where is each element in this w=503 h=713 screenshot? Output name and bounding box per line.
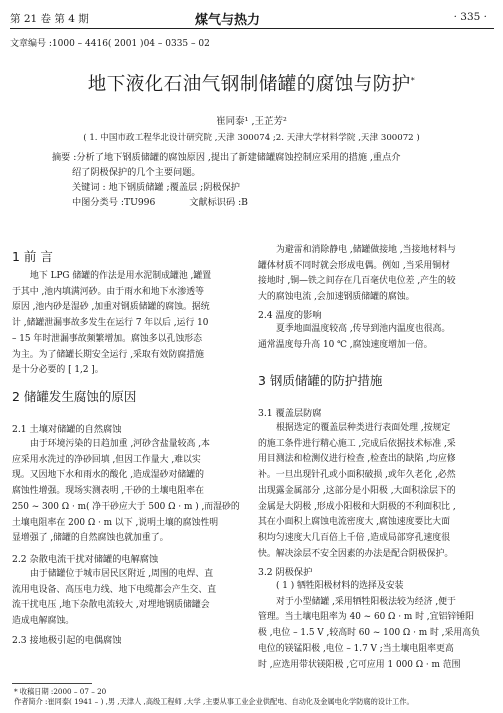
journal-name: 煤气与热力 (195, 13, 261, 28)
body-line: 时 ,应选用带状镁阳极 ,它可应用 1 000 Ω · m 范围 (258, 659, 461, 670)
body-line: 极 ,电位 – 1.5 V ,较高时 60 ~ 100 Ω · m 时 ,采用高负 (258, 628, 480, 639)
body-line: 接地时 ,铜—铁之间存在几百毫伏电位差 ,产生的较 (258, 276, 456, 287)
body-line: 于其中 ,池内填满河砂。由于雨水和地下水渗透等 (12, 286, 205, 297)
body-line: 夏季地面温度较高 ,传导到池内温度也很高。 (276, 324, 451, 334)
body-line: – 15 年时泄漏事故频繁增加。腐蚀多以孔蚀形态 (12, 333, 202, 344)
body-line: 管理。当土壤电阻率为 40 ~ 60 Ω · m 时 ,宜铝锌锤阳 (258, 612, 475, 623)
body-line: 由于储罐位于城市居民区附近 ,周围的电焊、直 (30, 569, 214, 579)
body-line: 为避雷和消除静电 ,储罐做接地 ,当接地材料与 (276, 245, 456, 255)
issue-info: 第 21 卷 第 4 期 (10, 13, 89, 25)
footnote-block (14, 687, 414, 707)
body-line: 补。一旦出现针孔或小面积破损 ,或年久老化 ,必然 (258, 470, 456, 481)
body-line: 积均匀速度大几百倍上千倍 ,造成局部穿孔速度很 (258, 532, 451, 543)
section-3-1-heading: 3.1 覆盖层防腐 (258, 408, 322, 419)
body-line: 腐蚀性增强。现场实测表明 ,干砂的土壤电阻率在 (12, 486, 205, 497)
section-2-3-heading: 2.3 接地极引起的电偶腐蚀 (12, 635, 122, 646)
body-line: 现。又因地下水和雨水的酸化 ,造成湿砂对储罐的 (12, 470, 205, 481)
section-2-2-body (12, 567, 244, 630)
title-footnote-mark: * (410, 75, 416, 85)
body-line: 的施工条件进行精心施工 ,完成后依据技术标准 ,采 (258, 438, 456, 449)
body-line: 通常温度每升高 10 ℃ ,腐蚀速度增加一倍。 (258, 339, 433, 350)
body-line: 出现露金属部分 ,这部分是小阳极 ,大面积涂层下的 (258, 485, 456, 496)
body-line: 快。解决涂层不安全因素的办法是配合阴极保护。 (258, 548, 454, 559)
body-line: 是十分必要的 [ 1,2 ]。 (12, 365, 104, 376)
body-line: 流干扰电压 ,地下杂散电流较大 ,对埋地钢质储罐会 (12, 600, 210, 611)
body-line: 电位的镁锰阳极 ,电位 – 1.7 V ;当土壤电阻率更高 (258, 643, 454, 654)
body-line: 罐体材质不同时就会形成电偶。例如 ,当采用铜材 (258, 260, 451, 271)
authors: 崔同泰¹ ,王芷芳² (216, 116, 287, 127)
section-3-2-heading: 3.2 阴极保护 (258, 567, 313, 578)
section-2-1-body (12, 437, 244, 547)
classification-line (52, 195, 462, 210)
section-2-3-body (258, 243, 494, 306)
section-3-2-body (258, 579, 494, 673)
body-line: 流用电设备、高压电力线、地下电缆都会产生交、直 (12, 584, 217, 595)
body-line: 250 ~ 300 Ω · m( 净干砂应大于 500 Ω · m ) ,而湿砂的 (12, 501, 240, 512)
body-line: 大的腐蚀电流 ,会加速钢质储罐的腐蚀。 (258, 292, 415, 303)
body-line: 用目测法和检测仪进行检查 ,检查出的缺陷 ,均应修 (258, 454, 456, 465)
body-line: 应采用水洗过的净砂回填 ,但因工作量大 ,难以实 (12, 454, 201, 465)
title-text: 地下液化石油气钢制储罐的腐蚀与防护 (87, 74, 411, 95)
class-code: 中图分类号 :TU996 (72, 197, 156, 208)
article-number: 文章编号 :1000 – 4416( 2001 )04 – 0335 – 02 (10, 39, 210, 49)
body-line: 金属是大阴极 ,形成小阳极和大阴极的不利面积比 , (258, 501, 456, 512)
section-2-heading: 2 储罐发生腐蚀的原因 (12, 389, 137, 404)
body-line: 显增强了 ,储罐的自然腐蚀也就加重了。 (12, 533, 169, 544)
abstract-line: 摘要 :分析了地下钢质储罐的腐蚀原因 ,提出了新建储罐腐蚀控制应采用的措施 ,重点介 (52, 152, 401, 163)
body-line: 根据选定的覆盖层种类进行表面处理 ,按规定 (276, 423, 451, 433)
received-date: * 收稿日期 :2000 – 07 – 20 (14, 687, 107, 696)
keywords: 关键词 : 地下钢质储罐 ;覆盖层 ;阴极保护 (72, 182, 240, 193)
section-3-heading: 3 钢质储罐的防护措施 (258, 373, 383, 388)
section-3-1-body (258, 421, 494, 562)
section-1-heading: 1 前 言 (12, 249, 53, 264)
section-2-1-heading: 2.1 土壤对储罐的自然腐蚀 (12, 424, 122, 435)
subsection-label: ( 1 ) 牺牲阳极材料的选择及安装 (276, 581, 404, 591)
body-line: 对于小型储罐 ,采用牺牲阳极法较为经济 ,便于 (276, 596, 456, 607)
body-line: 由于环境污染的日趋加重 ,河砂含盐量较高 ,本 (30, 439, 210, 449)
section-2-2-heading: 2.2 杂散电流干扰对储罐的电解腐蚀 (12, 554, 159, 565)
body-line: 计 ,储罐泄漏事故多发生在运行 7 年以后 ,运行 10 (12, 318, 209, 329)
author-bio: 作者简介 :崔同泰( 1941 – ) ,男 ,天津人 ,高级工程师 ,大学 ,主要从事工业企业供配电、自动化及金属电化学防腐的设计工作。 (14, 697, 414, 706)
page-number: · 335 · (453, 11, 487, 23)
body-line: 土壤电阻率在 200 Ω · m 以下 ,说明土壤的腐蚀性明 (12, 517, 219, 528)
section-2-4-heading: 2.4 温度的影响 (258, 310, 322, 321)
affiliations: ( 1. 中国市政工程华北设计研究院 ,天津 300074 ;2. 天津大学材料学院 ,天津 300072 ) (83, 133, 420, 143)
paper-title (0, 70, 503, 96)
abstract-block (52, 150, 462, 210)
body-line: 为主。为了储罐长期安全运行 ,采取有效防腐措施 (12, 349, 205, 360)
body-line: 原因 ,池内砂是湿砂 ,加重对钢质储罐的腐蚀。据统 (12, 302, 210, 313)
body-line: 造成电解腐蚀。 (12, 616, 75, 627)
footnote-rule (12, 683, 92, 684)
body-line: 地下 LPG 储罐的作法是用水泥制成罐池 ,罐置 (30, 271, 212, 281)
section-1-body (12, 269, 244, 379)
doc-code: 文献标识码 :B (189, 197, 248, 208)
body-line: 其在小面积上腐蚀电流密度大 ,腐蚀速度要比大面 (258, 517, 451, 528)
abstract-line: 绍了阴极保护的几个主要问题。 (72, 167, 201, 178)
section-2-4-body (258, 322, 494, 353)
